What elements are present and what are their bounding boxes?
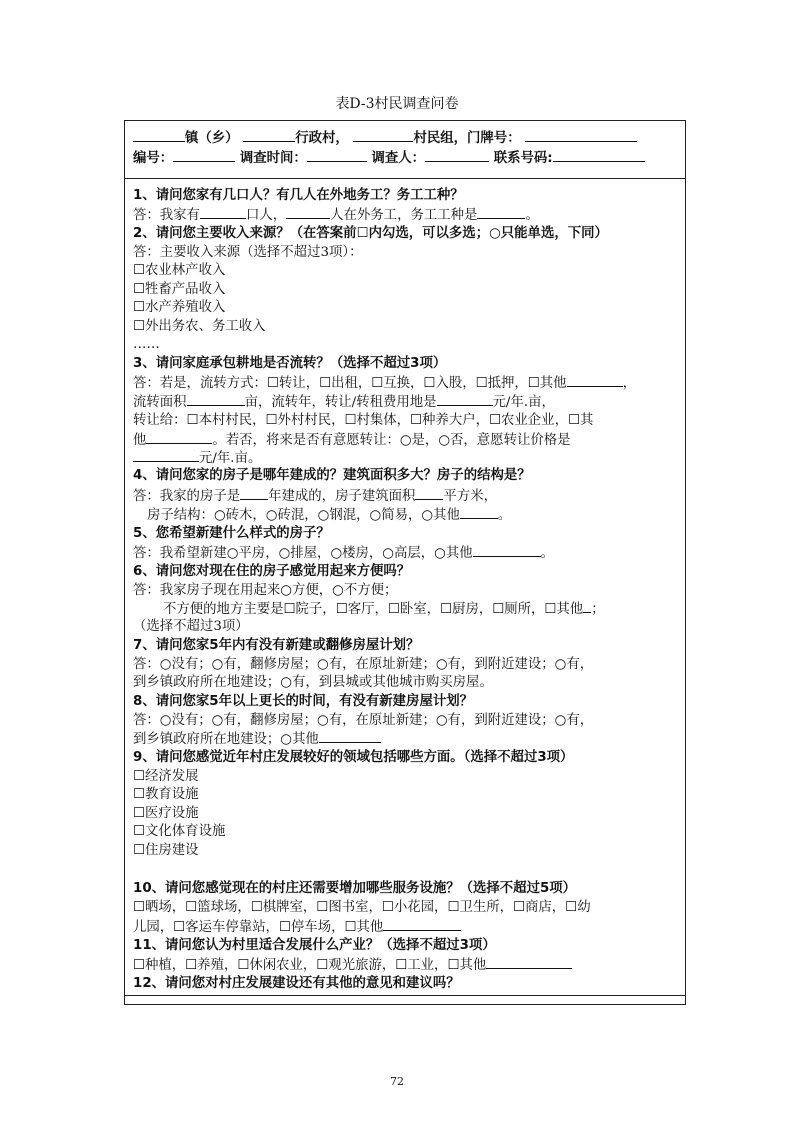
answer-7-line-2[interactable]: 到乡镇政府所在地建设；○有，到县城或其他城市购买房屋。 <box>133 675 493 690</box>
price-unit: 元/年.亩。 <box>199 451 262 466</box>
answer-3-line-3[interactable]: 转让给：☐本村村民，☐外村村民，☐村集体，☐种养大户，☐农业企业，☐其 <box>133 413 594 428</box>
group-blank[interactable] <box>353 129 413 142</box>
plan-other-blank[interactable] <box>319 730 381 743</box>
page-number: 72 <box>390 1075 404 1088</box>
facility-options[interactable]: 儿园，☐客运车停靠站，☐停车场，☐其他 <box>133 920 384 935</box>
fee-unit: 元/年.亩， <box>492 395 555 410</box>
transfer-methods[interactable]: 答：若是，流转方式：☐转让，☐出租，☐互换，☐入股，☐抵押，☐其他 <box>133 376 567 391</box>
header-row-2 <box>133 149 645 168</box>
answer-11 <box>133 956 572 975</box>
job-type-blank[interactable] <box>477 206 525 219</box>
question-5: 5、您希望新建什么样式的房子？ <box>133 526 330 541</box>
transferee-other-blank[interactable] <box>146 431 212 444</box>
time-blank[interactable] <box>307 149 367 162</box>
transfer-area-blank[interactable] <box>187 393 245 406</box>
inconvenient-rooms[interactable]: 不方便的地方主要是☐院子，☐客厅，☐卧室，☐厨房，☐厕所，☐其他 <box>163 602 584 617</box>
group-label: 村民组，门牌号： <box>413 131 521 146</box>
fee-label: 亩，流转年，转让/转租费用地是 <box>244 395 437 410</box>
migrant-count-blank[interactable] <box>286 206 330 219</box>
question-10: 10、请问您感觉现在的村庄还需要增加哪些服务设施？（选择不超过5项） <box>133 881 577 896</box>
question-11: 11、请问您认为村里适合发展什么产业？（选择不超过3项） <box>133 938 496 953</box>
page-title: 表D-3村民调查问卷 <box>335 96 459 112</box>
punct: 。 <box>540 546 555 561</box>
answer-1-mid2: 人在外务工，务工工种是 <box>330 208 478 223</box>
question-12: 12、请问您对村庄发展建设还有其他的意见和建议吗？ <box>133 976 460 991</box>
answer-1 <box>133 206 539 225</box>
facility-other-blank[interactable] <box>383 918 461 931</box>
willingness-options[interactable]: 。若否，将来是否有意愿转让：○是，○否，意愿转让价格是 <box>212 433 571 448</box>
header-row-1 <box>133 129 637 148</box>
answer-6-line-3: （选择不超过3项） <box>133 619 249 634</box>
answer-line <box>125 995 685 996</box>
question-2: 2、请问您主要收入来源？（在答案前☐内勾选，可以多选；○只能单选，下同） <box>133 226 608 241</box>
answer-1-end: 。 <box>525 208 539 223</box>
room-other-blank[interactable] <box>583 600 591 613</box>
floor-area-blank[interactable] <box>415 487 443 500</box>
town-label: 镇（乡） <box>185 131 239 146</box>
answer-10-line-1[interactable]: ☐晒场，☐篮球场，☐棋牌室，☐图书室，☐小花园，☐卫生所，☐商店，☐幼 <box>133 900 591 915</box>
willing-price-blank[interactable] <box>133 449 199 462</box>
industry-other-blank[interactable] <box>486 956 572 969</box>
code-blank[interactable] <box>173 149 235 162</box>
punct: 。 <box>497 508 512 523</box>
floor-area-label: 年建成的，房子建筑面积 <box>268 489 416 504</box>
answer-10-line-2 <box>133 918 461 937</box>
admin-village-blank[interactable] <box>243 129 295 142</box>
house-style-other-blank[interactable] <box>473 544 541 557</box>
punct: ； <box>591 602 605 617</box>
question-6: 6、请问您对现在住的房子感觉用起来方便吗？ <box>133 564 411 579</box>
code-label: 编号： <box>133 151 174 166</box>
household-size-blank[interactable] <box>200 206 246 219</box>
income-option[interactable]: ☐水产养殖收入 <box>133 300 226 315</box>
answer-3-line-4 <box>133 431 571 450</box>
question-7: 7、请问您家5年内有没有新建或翻修房屋计划？ <box>133 638 420 653</box>
development-option[interactable]: ☐教育设施 <box>133 787 199 802</box>
door-number-blank[interactable] <box>525 129 637 142</box>
development-option[interactable]: ☐文化体育设施 <box>133 824 226 839</box>
transfer-fee-blank[interactable] <box>437 393 493 406</box>
question-8: 8、请问您家5年以上更长的时间，有没有新建房屋计划？ <box>133 694 474 709</box>
question-9: 9、请问您感觉近年村庄发展较好的领域包括哪些方面。（选择不超过3项） <box>133 750 574 765</box>
structure-options[interactable]: 房子结构：○砖木，○砖混，○钢混，○简易，○其他 <box>147 508 460 523</box>
answer-4-line-1 <box>133 487 497 506</box>
answer-3-line-1 <box>133 374 636 393</box>
house-style-options[interactable]: 答：我希望新建○平房，○排屋，○楼房，○高层，○其他 <box>133 546 473 561</box>
other-label: 他 <box>133 433 147 448</box>
area-unit: 平方米， <box>443 489 497 504</box>
answer-8-line-2 <box>133 730 381 749</box>
time-label: 调查时间： <box>239 151 307 166</box>
header-divider <box>125 178 685 179</box>
answer-6-line-1[interactable]: 答：我家房子现在用起来○方便，○不方便； <box>133 583 398 598</box>
answer-1-prefix: 答：我家有 <box>133 208 200 223</box>
income-option[interactable]: ☐农业林产收入 <box>133 263 226 278</box>
industry-options[interactable]: ☐种植，☐养殖，☐休闲农业，☐观光旅游，☐工业，☐其他 <box>133 958 487 973</box>
answer-6-line-2 <box>163 600 605 619</box>
admin-village-label: 行政村， <box>295 131 349 146</box>
answer-5 <box>133 544 554 563</box>
answer-3-line-5 <box>133 449 261 468</box>
development-option[interactable]: ☐经济发展 <box>133 769 199 784</box>
phone-label: 联系号码: <box>493 151 553 166</box>
question-3: 3、请问家庭承包耕地是否流转？（选择不超过3项） <box>133 356 447 371</box>
area-label: 流转面积 <box>133 395 187 410</box>
surveyor-label: 调查人： <box>371 151 426 166</box>
surveyor-blank[interactable] <box>425 149 489 162</box>
structure-other-blank[interactable] <box>460 506 498 519</box>
answer-3-line-2 <box>133 393 555 412</box>
income-option[interactable]: ☐外出务农、务工收入 <box>133 319 266 334</box>
income-option[interactable]: ☐牲畜产品收入 <box>133 282 226 297</box>
question-1: 1、请问您家有几口人？有几人在外地务工？务工工种？ <box>133 188 464 203</box>
answer-4-line-2 <box>147 506 511 525</box>
income-option-ellipsis: …… <box>133 337 160 352</box>
answer-7-line-1[interactable]: 答：○没有；○有，翻修房屋；○有，在原址新建；○有，到附近建设；○有， <box>133 657 594 672</box>
answer-2: 答：主要收入来源（选择不超过3项）： <box>133 245 363 260</box>
phone-blank[interactable] <box>553 149 645 162</box>
build-year-label: 答：我家的房子是 <box>133 489 241 504</box>
punct: ， <box>622 376 636 391</box>
answer-1-mid1: 口人， <box>245 208 287 223</box>
development-option[interactable]: ☐医疗设施 <box>133 806 199 821</box>
transfer-other-blank[interactable] <box>567 374 623 387</box>
town-blank[interactable] <box>133 129 185 142</box>
answer-8-line-1[interactable]: 答：○没有；○有，翻修房屋；○有，在原址新建；○有，到附近建设；○有， <box>133 713 594 728</box>
development-option[interactable]: ☐住房建设 <box>133 843 199 858</box>
build-year-blank[interactable] <box>240 487 268 500</box>
question-4: 4、请问您家的房子是哪年建成的？建筑面积多大？房子的结构是？ <box>133 468 531 483</box>
long-term-plan-options[interactable]: 到乡镇政府所在地建设；○其他 <box>133 732 319 747</box>
